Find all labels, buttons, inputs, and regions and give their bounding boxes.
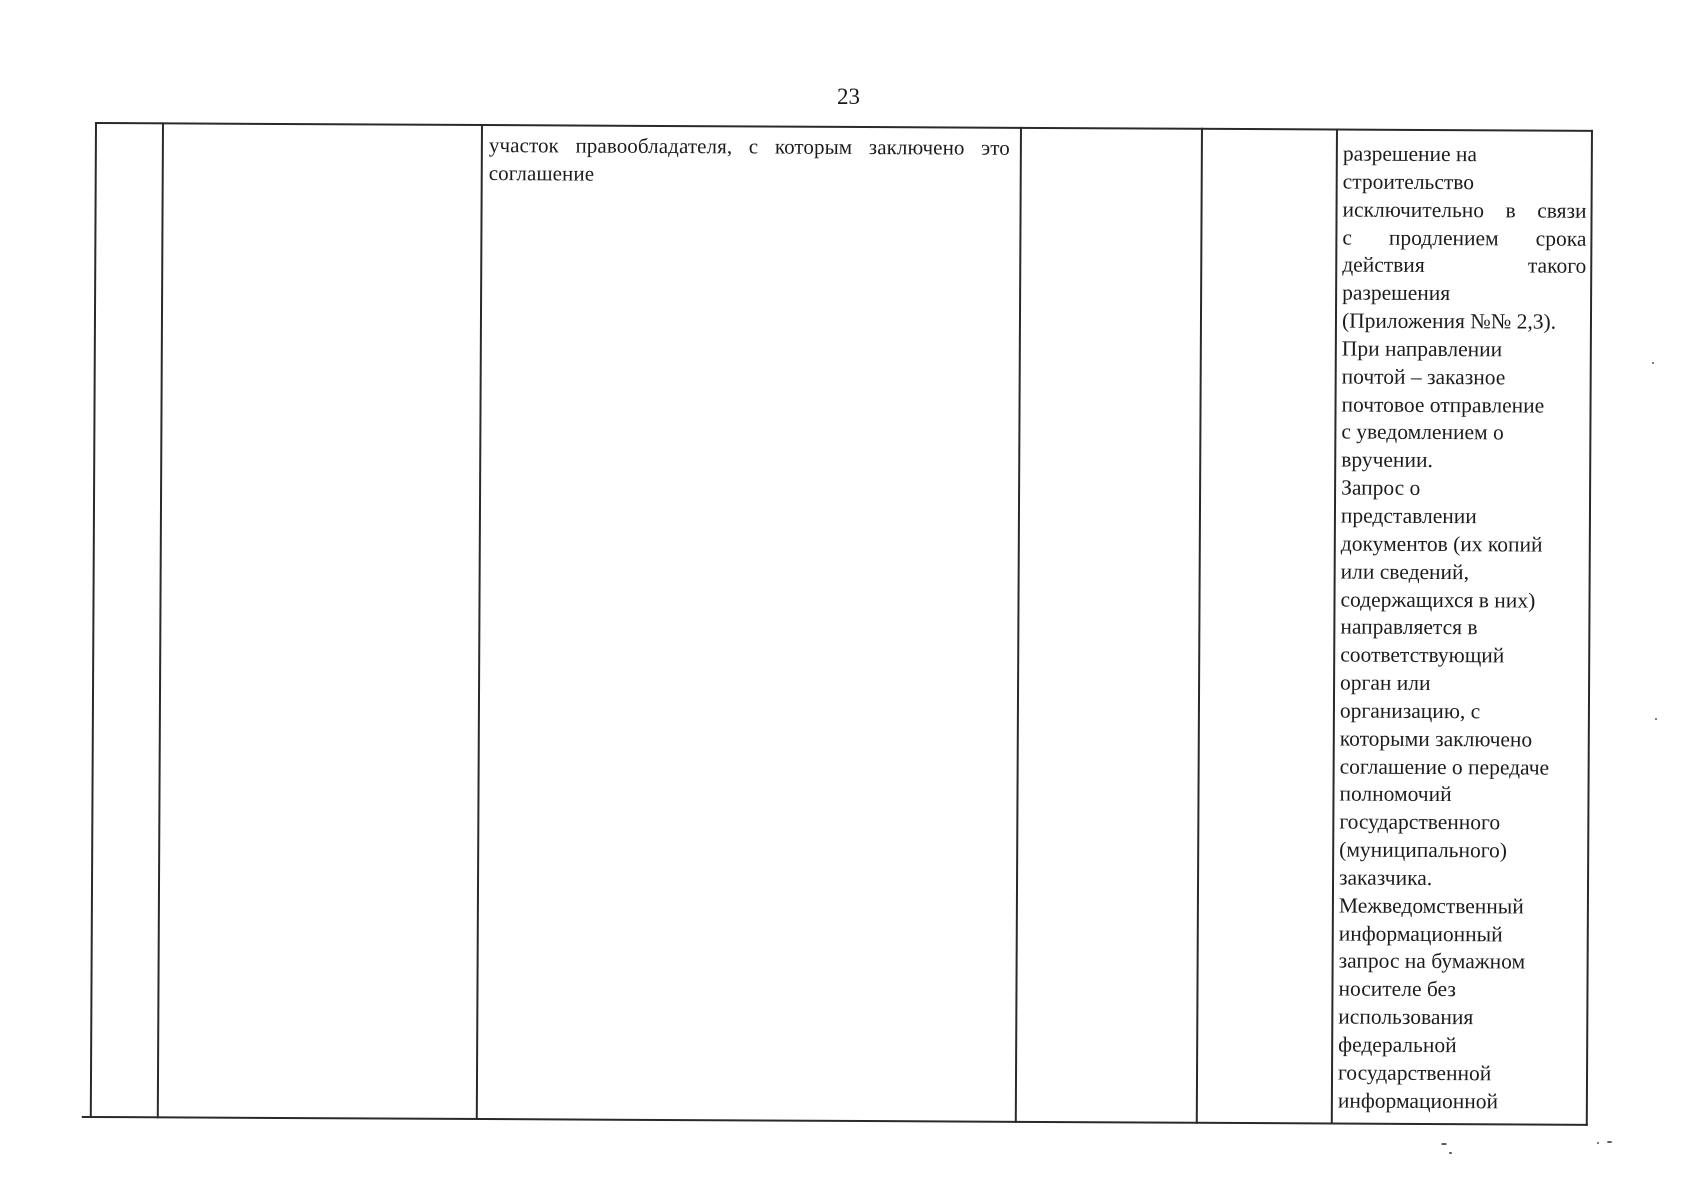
cell-line: почтовое отправление bbox=[1341, 392, 1545, 418]
cell-line: направляется в bbox=[1340, 614, 1478, 640]
cell-line: разрешение на bbox=[1342, 141, 1478, 167]
page-number: 23 bbox=[837, 84, 860, 109]
table-right-border bbox=[1586, 130, 1593, 1126]
cell-line: с уведомлением о bbox=[1341, 419, 1504, 445]
cell-line: информационной bbox=[1337, 1088, 1499, 1114]
cell-line: действия такого bbox=[1342, 252, 1587, 279]
document-table bbox=[90, 122, 1593, 1126]
cell-column-3 bbox=[489, 132, 1010, 190]
cell-line: государственной bbox=[1337, 1060, 1492, 1086]
scan-speck bbox=[1449, 1152, 1452, 1154]
scan-speck bbox=[1655, 718, 1657, 720]
scan-speck bbox=[1652, 362, 1654, 364]
cell-line: При направлении bbox=[1341, 336, 1503, 362]
cell-line: разрешения bbox=[1342, 280, 1451, 306]
cell-line: полномочий bbox=[1339, 781, 1452, 807]
cell-line: орган или bbox=[1340, 670, 1431, 696]
table-bottom-border bbox=[82, 1116, 1588, 1126]
table-top-border bbox=[95, 122, 1593, 131]
cell-line: вручении. bbox=[1341, 447, 1433, 473]
cell-line: использования bbox=[1338, 1004, 1474, 1030]
cell-line: содержащихся в них) bbox=[1340, 587, 1536, 613]
scan-speck bbox=[1441, 1143, 1447, 1145]
cell-column-6 bbox=[1338, 141, 1587, 1117]
cell-line: Запрос о bbox=[1341, 475, 1421, 501]
cell-line: заказчика. bbox=[1338, 865, 1433, 890]
column-divider-2 bbox=[476, 124, 483, 1120]
cell-line: (Приложения №№ 2,3). bbox=[1341, 308, 1557, 334]
cell-line: строительство bbox=[1342, 169, 1475, 195]
cell-line: информационный bbox=[1338, 921, 1503, 947]
cell-line: представлении bbox=[1340, 503, 1477, 529]
cell-line: носителе без bbox=[1338, 976, 1456, 1002]
cell-column-3-text: участок правообладателя, с которым заключено это соглашение bbox=[488, 133, 1010, 186]
cell-line: соответствующий bbox=[1340, 642, 1505, 668]
cell-line: Межведомственный bbox=[1338, 893, 1524, 919]
cell-line: которыми заключено bbox=[1339, 726, 1533, 752]
column-divider-1 bbox=[157, 122, 164, 1118]
cell-line: государственного bbox=[1339, 809, 1501, 835]
cell-line: исключительно в связи bbox=[1342, 197, 1587, 223]
column-divider-4 bbox=[1196, 128, 1203, 1124]
cell-line: почтой – заказное bbox=[1341, 364, 1506, 390]
column-divider-5 bbox=[1331, 128, 1338, 1124]
scan-speck bbox=[1607, 1141, 1612, 1143]
table-left-border bbox=[90, 122, 97, 1118]
cell-line: с продлением срока bbox=[1342, 225, 1587, 251]
cell-line: или сведений, bbox=[1340, 559, 1470, 584]
cell-line: (муниципального) bbox=[1339, 837, 1508, 863]
cell-line: соглашение о передаче bbox=[1339, 754, 1550, 780]
scan-speck bbox=[1597, 1142, 1599, 1144]
cell-line: организацию, с bbox=[1339, 698, 1481, 724]
cell-line: федеральной bbox=[1338, 1032, 1457, 1058]
column-divider-3 bbox=[1015, 127, 1022, 1123]
cell-line: документов (их копий bbox=[1340, 531, 1543, 557]
cell-line: запрос на бумажном bbox=[1338, 948, 1526, 974]
